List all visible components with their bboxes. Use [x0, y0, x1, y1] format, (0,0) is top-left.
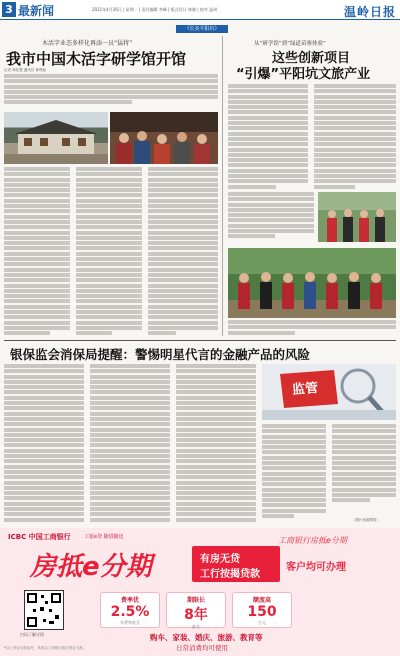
- rate-card-value: 2.5%: [110, 604, 150, 620]
- bank-logo: ICBC 中国工商银行: [8, 533, 71, 541]
- article1-col3: [148, 167, 218, 335]
- article1-col1: [4, 167, 70, 335]
- ad-headline: 房抵e分期: [30, 552, 152, 582]
- ad-feature-line1: 有房无贷: [200, 554, 240, 565]
- ad-uses: 购车、家装、婚庆、旅游、教育等: [150, 633, 263, 642]
- page-header: [0, 0, 400, 20]
- article2-col4: [228, 320, 396, 336]
- rate-card-term: [166, 592, 226, 628]
- bank-subtitle: 工银e贷 随借随还: [84, 534, 124, 540]
- article1-photo-crowd: [110, 112, 218, 164]
- article3-photo-regulation: [262, 364, 396, 420]
- ad-feature-box: [192, 546, 280, 582]
- rate-card-value: 150: [247, 604, 277, 620]
- article3-headline: 银保监会消保局提醒：警惕明星代言的金融产品的风险: [10, 347, 311, 362]
- article1-photo-building: [4, 112, 108, 164]
- dateline: 2021年4月26日 | 星期一 | 责任编辑 李峰 | 版式设计 林晓 | 校对 温州: [92, 7, 218, 12]
- page-number: 3: [2, 2, 16, 17]
- section-title: 最新闻: [18, 4, 55, 18]
- article2-kicker: 从“研学馆”到“绿道苗寨体验”: [254, 41, 326, 47]
- masthead: 温岭日报: [343, 5, 396, 19]
- article2-col3: [228, 192, 314, 246]
- article3-col3: [176, 364, 256, 524]
- qr-code[interactable]: [24, 590, 64, 630]
- article1-byline: 记者 林佳慧 通讯员 林利灿: [4, 68, 46, 72]
- photo-sign-text: 监管: [291, 381, 319, 398]
- column-divider: [222, 36, 223, 336]
- rate-card-unit: 最长: [192, 624, 200, 629]
- ad-uses-sub: 日常消费均可使用: [176, 644, 228, 652]
- qr-label: 扫码了解详情: [20, 632, 44, 637]
- article3-col1: [4, 364, 84, 524]
- article2-headline-line2: “引爆”平阳坑文旅产业: [236, 67, 371, 82]
- article2-col2: [314, 84, 396, 190]
- ad-feature-line3: 客户均可办理: [286, 562, 346, 573]
- article1-col2: [76, 167, 142, 335]
- rate-card-unit: 年费率低至: [120, 620, 140, 625]
- rate-card-amount: [232, 592, 292, 628]
- rate-card-unit: 万元: [258, 620, 266, 625]
- article1-lead: [4, 74, 218, 110]
- article1-kicker: 木活字业态多样化再添一员“猛将”: [42, 40, 133, 47]
- ad-slogan-script: 工商银行房抵e分期: [278, 536, 347, 545]
- article2-col1: [228, 84, 308, 190]
- article3-col5: [332, 424, 396, 514]
- ad-feature-line2: 工行按揭贷款: [200, 569, 260, 580]
- ad-footnote: *以上内容仅供参考，具体以工商银行相关规定为准。: [4, 646, 87, 650]
- photo-credit: （图片来源网络）: [352, 518, 380, 522]
- section-tag: 《长美平阳坑》: [176, 25, 228, 33]
- article3-col2: [90, 364, 170, 524]
- rate-card-value: 8年: [184, 607, 208, 623]
- article3-col4: [262, 424, 326, 522]
- bank-advertisement: [0, 528, 400, 656]
- rate-card-label: 费率优: [120, 597, 139, 604]
- article2-headline-line1: 这些创新项目: [272, 51, 351, 66]
- article1-headline: 我市中国木活字研学馆开馆: [6, 50, 187, 68]
- rate-card-label: 额度高: [252, 597, 271, 604]
- story-separator: [4, 340, 396, 341]
- rate-card-fee: [100, 592, 160, 628]
- article2-photo-group: [228, 248, 396, 318]
- rate-card-label: 期限长: [186, 597, 205, 604]
- article2-photo-performers: [318, 192, 396, 242]
